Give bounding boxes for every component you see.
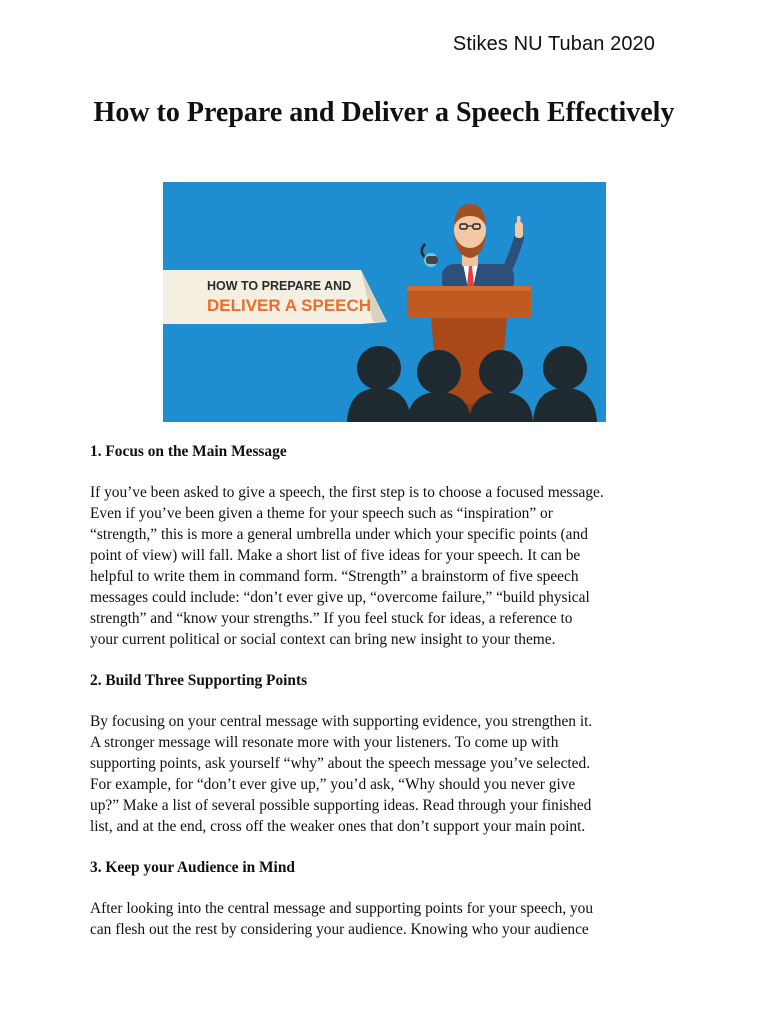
section-supporting-points	[90, 670, 690, 837]
document-title-text: How to Prepare and Deliver a Speech Effectively	[93, 97, 675, 128]
section-paragraph: After looking into the central message and supporting points for your speech, you can flesh out the rest by considering your audience. Knowing who your audience	[90, 900, 594, 938]
speech-illustration	[163, 182, 606, 422]
section-heading: 2. Build Three Supporting Points	[90, 672, 308, 689]
hero-image	[163, 182, 606, 422]
hero-caption-line2: DELIVER A SPEECH	[207, 296, 372, 315]
document-body	[90, 441, 690, 960]
hero-caption-line1: HOW TO PREPARE AND	[207, 279, 352, 293]
section-paragraph: If you’ve been asked to give a speech, the first step is to choose a focused message. Even if you’ve been given a theme for your speech such as “inspiration” or “strength,” this is more a general umbrella under which your specific points (and point of view) will fall. Make a short list of five ideas for your speech. It can be helpful to write them in command form. “Strength” a brainstorm of five speech messages could include: “don’t ever give up, “overcome failure,” “build physical strength” and “know your strengths.” If you feel stuck for ideas, a reference to your current political or social context can bring new insight to your theme.	[90, 484, 604, 648]
section-heading: 1. Focus on the Main Message	[90, 443, 287, 460]
document-title	[0, 95, 768, 131]
section-heading: 3. Keep your Audience in Mind	[90, 859, 295, 876]
section-audience	[90, 857, 690, 940]
section-focus-main-message	[90, 441, 690, 650]
header-org-year: Stikes NU Tuban 2020	[452, 33, 655, 55]
section-paragraph: By focusing on your central message with supporting evidence, you strengthen it. A stronger message will resonate more with your listeners. To come up with supporting points, ask yourself “why” about the speech message you’ve selected. For example, for “don’t ever give up,” you’d ask, “Why should you never give up?” Make a list of several possible supporting ideas. Read through your finished list, and at the end, cross off the weaker ones that don’t support your main point.	[90, 713, 593, 835]
